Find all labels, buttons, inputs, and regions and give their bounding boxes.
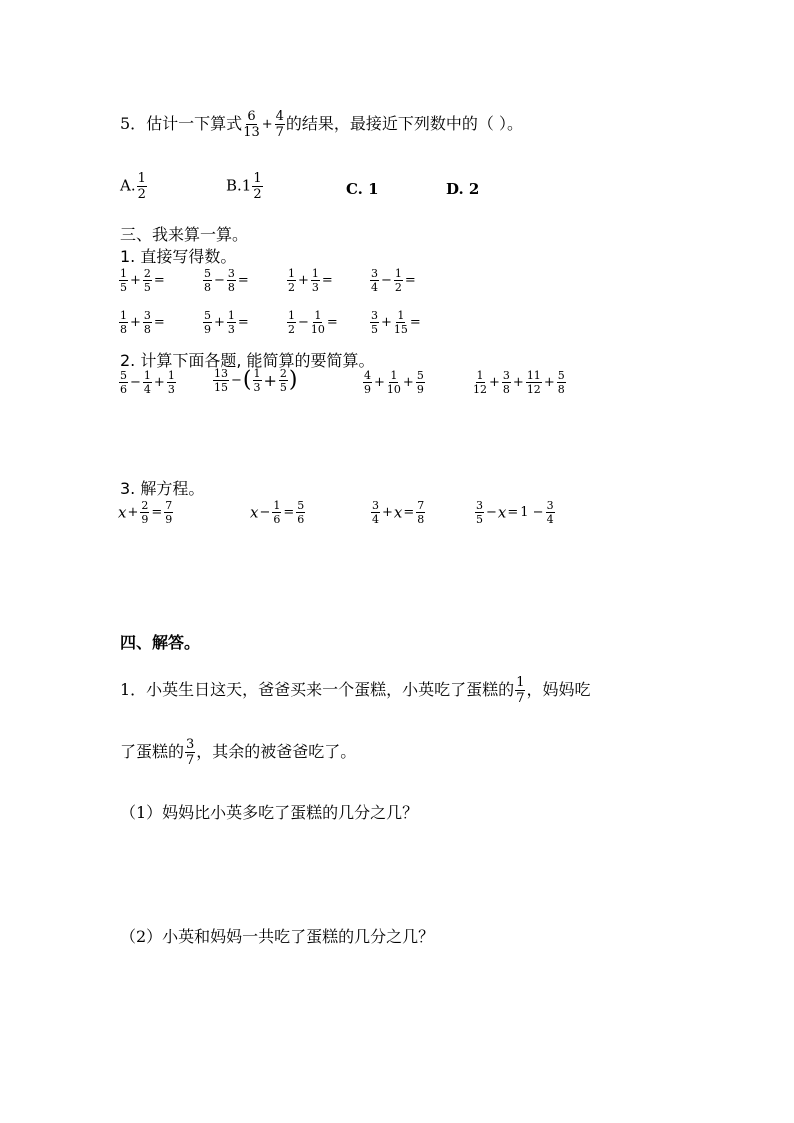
calc-1: $\frac{5}{6}$ − $\frac{1}{4}$ + $\frac{1}{3}$ <box>120 369 175 396</box>
question-5: 5．估计一下算式 $\frac{6}{13}$ + $\frac{4}{7}$ 的结果，最接近下列数中的（ ）。 <box>120 109 524 140</box>
q5-prefix: 5．估计一下算式 <box>120 114 243 133</box>
q5-option-c[interactable]: C. 1 <box>346 180 379 198</box>
oral-calc-6: $\frac{5}{9}$ + $\frac{1}{3}$ = <box>204 309 249 336</box>
problem-1-line-1: 1．小英生日这天，爸爸买来一个蛋糕，小英吃了蛋糕的 $\frac{1}{7}$ ，妈妈吃 <box>120 675 591 706</box>
part-1-title: 1. 直接写得数。 <box>120 247 237 266</box>
oral-calc-5: $\frac{1}{8}$ + $\frac{3}{8}$ = <box>120 309 165 336</box>
q5-option-d[interactable]: D. 2 <box>446 180 480 198</box>
q5-option-b[interactable]: B.1 $\frac{1}{2}$ <box>226 171 262 202</box>
sub-question-1: （1）妈妈比小英多吃了蛋糕的几分之几？ <box>120 803 419 822</box>
section-3-title: 三、我来算一算。 <box>120 225 249 244</box>
part-3-title: 3. 解方程。 <box>120 479 205 498</box>
oral-calc-2: $\frac{5}{8}$ − $\frac{3}{8}$ = <box>204 267 249 294</box>
q5-option-a[interactable]: A. $\frac{1}{2}$ <box>120 171 146 202</box>
sub-question-2: （2）小英和妈妈一共吃了蛋糕的几分之几？ <box>120 927 435 946</box>
part-2-title: 2. 计算下面各题, 能简算的要简算。 <box>120 351 375 370</box>
q5-suffix: 的结果，最接近下列数中的（ ）。 <box>285 114 524 133</box>
equation-4: $\frac{3}{5}$ −x= 1 − $\frac{3}{4}$ <box>476 499 554 526</box>
equation-2: x− $\frac{1}{6}$ = $\frac{5}{6}$ <box>250 499 305 526</box>
q5-fraction-2: $\frac{4}{7}$ <box>275 109 284 140</box>
oral-calc-8: $\frac{3}{5}$ + $\frac{1}{15}$ = <box>371 309 421 336</box>
calc-4: $\frac{1}{12}$ + $\frac{3}{8}$ + $\frac{11}{12}$ + $\frac{5}{8}$ <box>473 369 565 396</box>
oral-calc-1: $\frac{1}{5}$ + $\frac{2}{5}$ = <box>120 267 165 294</box>
problem-1-line-2: 了蛋糕的 $\frac{3}{7}$ ，其余的被爸爸吃了。 <box>120 737 357 768</box>
oral-calc-4: $\frac{3}{4}$ − $\frac{1}{2}$ = <box>371 267 416 294</box>
problem-1-fraction-2: $\frac{3}{7}$ <box>186 737 195 768</box>
equation-3: $\frac{3}{4}$ +x= $\frac{7}{8}$ <box>372 499 425 526</box>
problem-1-fraction-1: $\frac{1}{7}$ <box>516 675 525 706</box>
calc-2: $\frac{13}{15}$ −( $\frac{1}{3}$ + $\frac{2}{5}$ ) <box>214 367 298 394</box>
q5-fraction-1: $\frac{6}{13}$ <box>243 109 260 140</box>
equation-1: x+ $\frac{2}{9}$ = $\frac{7}{9}$ <box>118 499 173 526</box>
oral-calc-7: $\frac{1}{2}$ − $\frac{1}{10}$ = <box>288 309 338 336</box>
calc-3: $\frac{4}{9}$ + $\frac{1}{10}$ + $\frac{5}{9}$ <box>364 369 424 396</box>
oral-calc-3: $\frac{1}{2}$ + $\frac{1}{3}$ = <box>288 267 333 294</box>
section-4-title: 四、解答。 <box>120 633 201 652</box>
